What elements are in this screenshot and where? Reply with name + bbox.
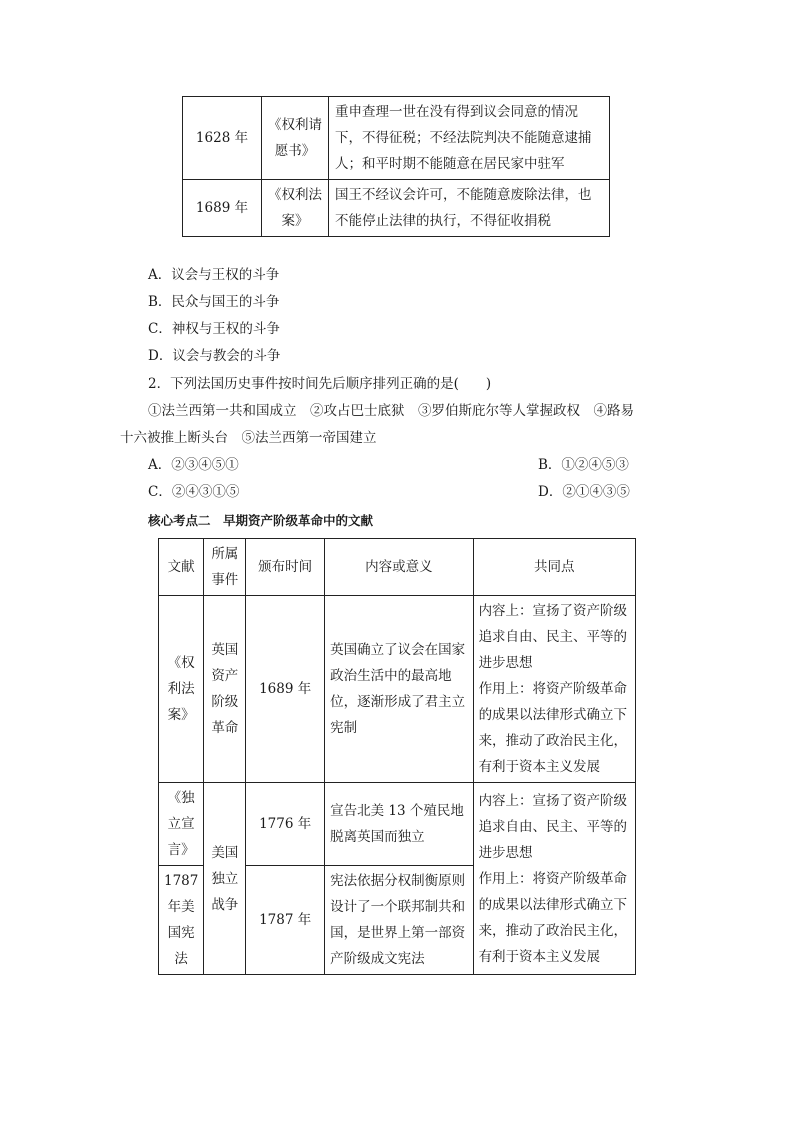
content-cell: 国王不经议会许可，不能随意废除法律，也不能停止法律的执行，不得征收捐税: [329, 180, 610, 237]
document-cell: 《权利请愿书》: [262, 97, 329, 180]
event-cell: 美国独立战争: [204, 783, 246, 975]
q1-option-d: D．议会与教会的斗争: [148, 348, 281, 364]
document-cell: 《独立宣言》: [159, 783, 204, 866]
time-cell: 1776 年: [246, 783, 325, 866]
q2-events-line2: 十六被推上断头台 ⑤法兰西第一帝国建立: [120, 430, 377, 446]
q1-option-c: C．神权与王权的斗争: [148, 321, 280, 337]
table-row: [159, 783, 636, 866]
laws-table: [182, 96, 610, 237]
q1-option-b: B．民众与国王的斗争: [148, 294, 280, 310]
header-content: 内容或意义: [325, 539, 473, 596]
table-row: [159, 596, 636, 783]
content-cell: 英国确立了议会在国家政治生活中的最高地位，逐渐形成了君主立宪制: [325, 596, 473, 783]
q2-option-b: B．①②④⑤③: [538, 457, 629, 473]
content-cell: 宣告北美 13 个殖民地脱离英国而独立: [325, 783, 473, 866]
time-cell: 1689 年: [246, 596, 325, 783]
header-event: 所属事件: [204, 539, 246, 596]
year-cell: 1628 年: [183, 97, 262, 180]
table-row: [183, 180, 610, 237]
content-cell: 重申查理一世在没有得到议会同意的情况下，不得征税；不经法院判决不能随意逮捕人；和平时期不能随意在居民家中驻军: [329, 97, 610, 180]
common-cell: 内容上：宣扬了资产阶级追求自由、民主、平等的进步思想 作用上：将资产阶级革命的成果以法律形式确立下来，推动了政治民主化，有利于资本主义发展: [473, 783, 635, 975]
header-time: 颁布时间: [246, 539, 325, 596]
q2-events-line1: ①法兰西第一共和国成立 ②攻占巴士底狱 ③罗伯斯庇尔等人掌握政权 ④路易: [148, 403, 634, 419]
q2-option-c: C．②④③①⑤: [148, 484, 240, 500]
common-cell: 内容上：宣扬了资产阶级追求自由、民主、平等的进步思想 作用上：将资产阶级革命的成果以法律形式确立下来，推动了政治民主化，有利于资本主义发展: [473, 596, 635, 783]
document-cell: 1787 年美国宪法: [159, 866, 204, 975]
documents-table: [158, 538, 636, 975]
table-row: [183, 97, 610, 180]
q2-stem: 2．下列法国历史事件按时间先后顺序排列正确的是( ): [148, 376, 492, 392]
section-heading: 核心考点二 早期资产阶级革命中的文献: [148, 513, 374, 528]
header-common: 共同点: [473, 539, 635, 596]
document-cell: 《权利法案》: [159, 596, 204, 783]
table-header-row: [159, 539, 636, 596]
time-cell: 1787 年: [246, 866, 325, 975]
q2-option-a: A．②③④⑤①: [148, 457, 239, 473]
content-cell: 宪法依据分权制衡原则设计了一个联邦制共和国，是世界上第一部资产阶级成文宪法: [325, 866, 473, 975]
q1-option-a: A．议会与王权的斗争: [148, 267, 280, 283]
event-cell: 英国资产阶级革命: [204, 596, 246, 783]
header-document: 文献: [159, 539, 204, 596]
document-cell: 《权利法案》: [262, 180, 329, 237]
year-cell: 1689 年: [183, 180, 262, 237]
q2-option-d: D．②①④③⑤: [538, 484, 630, 500]
